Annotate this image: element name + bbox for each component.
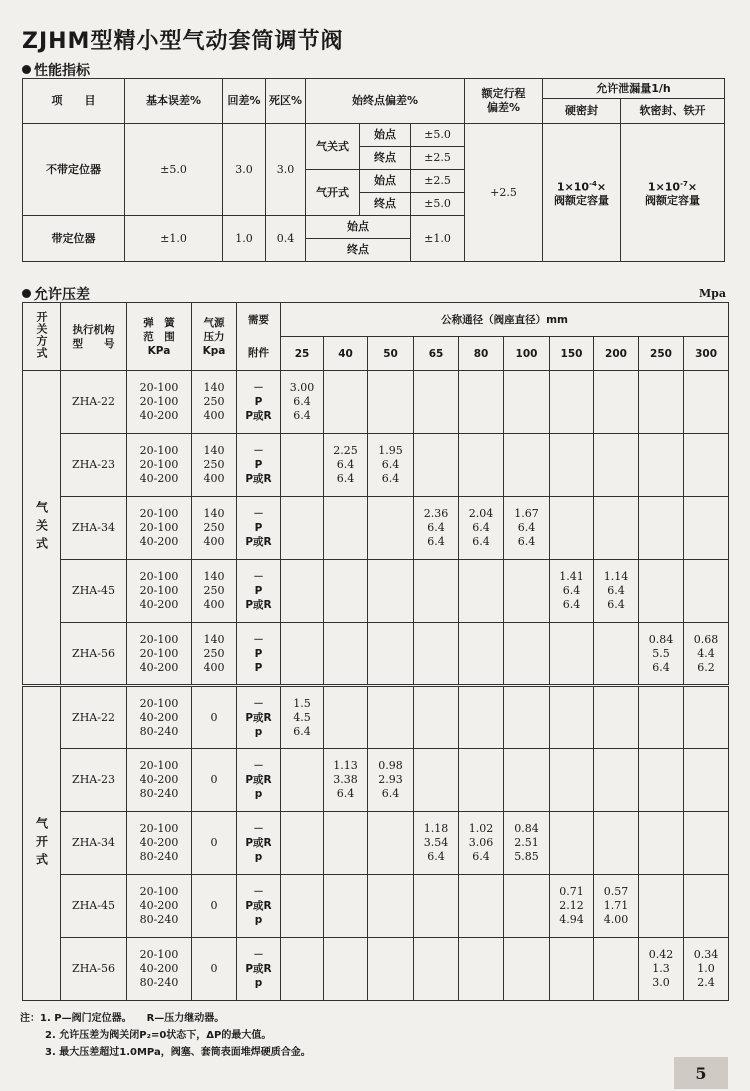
empty-cell: [368, 875, 414, 938]
note-3: 3. 最大压差超过1.0MPa，阀塞、套筒表面堆焊硬质合金。: [45, 1047, 311, 1058]
start-label: 始点: [306, 216, 411, 239]
air-pressure: 140 250 400: [192, 623, 237, 686]
empty-cell: [324, 812, 368, 875]
spring-range: 20-100 20-100 40-200: [127, 371, 192, 434]
air-pressure: 140 250 400: [192, 434, 237, 497]
spring-range: 20-100 40-200 80-240: [127, 812, 192, 875]
empty-cell: [324, 686, 368, 749]
actuator-model: ZHA-34: [61, 812, 127, 875]
air-pressure: 0: [192, 812, 237, 875]
spring-range: 20-100 20-100 40-200: [127, 434, 192, 497]
dn-header-50: 50: [368, 337, 414, 371]
pressure-value-dn-50: 1.95 6.4 6.4: [368, 434, 414, 497]
spring-range: 20-100 40-200 80-240: [127, 749, 192, 812]
pressure-value-dn-250: 0.42 1.3 3.0: [639, 938, 684, 1001]
dn-header-150: 150: [550, 337, 594, 371]
row-positioner-label: 带定位器: [23, 216, 125, 262]
empty-cell: [639, 686, 684, 749]
spring-range: 20-100 20-100 40-200: [127, 623, 192, 686]
dn-header-25: 25: [281, 337, 324, 371]
air-pressure: 140 250 400: [192, 560, 237, 623]
empty-cell: [414, 686, 459, 749]
positioner-basic: ±1.0: [125, 216, 223, 262]
air-close-start-value: ±5.0: [411, 124, 465, 147]
empty-cell: [504, 371, 550, 434]
pressure-value-dn-300: 0.68 4.4 6.2: [684, 623, 729, 686]
actuator-model: ZHA-22: [61, 371, 127, 434]
attachment: － P或R p: [237, 812, 281, 875]
attachment: － P或R p: [237, 749, 281, 812]
empty-cell: [324, 371, 368, 434]
header-basic-error: 基本误差%: [125, 79, 223, 124]
empty-cell: [504, 434, 550, 497]
empty-cell: [550, 686, 594, 749]
rated-travel-value: +2.5: [465, 124, 543, 262]
pressure-value-dn-250: 0.84 5.5 6.4: [639, 623, 684, 686]
air-pressure: 0: [192, 749, 237, 812]
spring-range: 20-100 40-200 80-240: [127, 875, 192, 938]
attachment: － P P或R: [237, 560, 281, 623]
empty-cell: [504, 623, 550, 686]
empty-cell: [684, 434, 729, 497]
empty-cell: [684, 749, 729, 812]
empty-cell: [368, 812, 414, 875]
empty-cell: [459, 875, 504, 938]
empty-cell: [594, 434, 639, 497]
empty-cell: [368, 497, 414, 560]
actuator-model: ZHA-45: [61, 560, 127, 623]
empty-cell: [639, 875, 684, 938]
note-2: 2. 允许压差为阀关闭P₂=0状态下，ΔP的最大值。: [45, 1030, 272, 1041]
spring-range: 20-100 40-200 80-240: [127, 686, 192, 749]
empty-cell: [281, 749, 324, 812]
empty-cell: [594, 686, 639, 749]
header-hysteresis: 回差%: [223, 79, 266, 124]
unit-label: Mpa: [699, 287, 726, 300]
air-open-start-value: ±2.5: [411, 170, 465, 193]
empty-cell: [639, 497, 684, 560]
header-spring-range: 弹 簧 范 围 KPa: [127, 303, 192, 371]
header-model: 执行机构 型 号: [61, 303, 127, 371]
empty-cell: [414, 938, 459, 1001]
attachment: － P P: [237, 623, 281, 686]
empty-cell: [504, 938, 550, 1001]
pressure-value-dn-200: 1.14 6.4 6.4: [594, 560, 639, 623]
empty-cell: [684, 371, 729, 434]
section-heading-pressure: 允许压差: [22, 284, 90, 304]
pressure-value-dn-150: 1.41 6.4 6.4: [550, 560, 594, 623]
empty-cell: [639, 749, 684, 812]
empty-cell: [639, 812, 684, 875]
empty-cell: [414, 749, 459, 812]
pressure-value-dn-80: 1.02 3.06 6.4: [459, 812, 504, 875]
empty-cell: [281, 938, 324, 1001]
positioner-hyst: 1.0: [223, 216, 266, 262]
empty-cell: [414, 875, 459, 938]
empty-cell: [684, 497, 729, 560]
empty-cell: [281, 623, 324, 686]
empty-cell: [459, 623, 504, 686]
pressure-value-dn-40: 2.25 6.4 6.4: [324, 434, 368, 497]
pressure-value-dn-25: 1.5 4.5 6.4: [281, 686, 324, 749]
header-hard-seal: 硬密封: [543, 99, 621, 124]
page-title: ZJHM型精小型气动套筒调节阀: [22, 29, 344, 54]
empty-cell: [684, 812, 729, 875]
header-rated-travel: 额定行程 偏差%: [465, 79, 543, 124]
empty-cell: [281, 497, 324, 560]
pressure-value-dn-100: 0.84 2.51 5.85: [504, 812, 550, 875]
no-positioner-dead: 3.0: [266, 124, 306, 216]
empty-cell: [281, 875, 324, 938]
empty-cell: [368, 560, 414, 623]
header-switch-mode: 开关方式: [23, 303, 61, 371]
empty-cell: [684, 875, 729, 938]
empty-cell: [594, 812, 639, 875]
air-pressure: 0: [192, 938, 237, 1001]
empty-cell: [281, 434, 324, 497]
air-pressure: 140 250 400: [192, 371, 237, 434]
header-leakage: 允许泄漏量1/h: [543, 79, 725, 99]
pressure-value-dn-300: 0.34 1.0 2.4: [684, 938, 729, 1001]
end-label: 终点: [306, 239, 411, 262]
air-open-end-value: ±5.0: [411, 193, 465, 216]
positioner-dead: 0.4: [266, 216, 306, 262]
empty-cell: [459, 686, 504, 749]
pressure-value-dn-50: 0.98 2.93 6.4: [368, 749, 414, 812]
empty-cell: [550, 749, 594, 812]
spring-range: 20-100 40-200 80-240: [127, 938, 192, 1001]
attachment: － P或R p: [237, 938, 281, 1001]
page-number: 5: [674, 1057, 728, 1089]
header-dead-zone: 死区%: [266, 79, 306, 124]
pressure-value-dn-65: 1.18 3.54 6.4: [414, 812, 459, 875]
empty-cell: [459, 371, 504, 434]
air-close-label: 气关式: [306, 124, 360, 170]
actuator-model: ZHA-56: [61, 623, 127, 686]
empty-cell: [504, 749, 550, 812]
note-1: 注：1. P—阀门定位器。 R—压力继动器。: [20, 1013, 225, 1024]
attachment: － P P或R: [237, 434, 281, 497]
empty-cell: [550, 371, 594, 434]
dn-header-250: 250: [639, 337, 684, 371]
empty-cell: [594, 371, 639, 434]
empty-cell: [684, 686, 729, 749]
actuator-model: ZHA-23: [61, 434, 127, 497]
dn-header-40: 40: [324, 337, 368, 371]
empty-cell: [594, 938, 639, 1001]
empty-cell: [504, 560, 550, 623]
spring-range: 20-100 20-100 40-200: [127, 560, 192, 623]
dn-header-100: 100: [504, 337, 550, 371]
header-nominal-diameter: 公称通径（阀座直径）mm: [281, 303, 729, 337]
actuator-model: ZHA-56: [61, 938, 127, 1001]
empty-cell: [368, 686, 414, 749]
pressure-value-dn-80: 2.04 6.4 6.4: [459, 497, 504, 560]
empty-cell: [368, 938, 414, 1001]
empty-cell: [594, 497, 639, 560]
dn-header-200: 200: [594, 337, 639, 371]
air-pressure: 140 250 400: [192, 497, 237, 560]
actuator-model: ZHA-23: [61, 749, 127, 812]
dn-header-80: 80: [459, 337, 504, 371]
empty-cell: [459, 434, 504, 497]
empty-cell: [368, 371, 414, 434]
empty-cell: [594, 623, 639, 686]
empty-cell: [368, 623, 414, 686]
pressure-value-dn-25: 3.00 6.4 6.4: [281, 371, 324, 434]
air-close-end-value: ±2.5: [411, 147, 465, 170]
pressure-value-dn-40: 1.13 3.38 6.4: [324, 749, 368, 812]
empty-cell: [324, 938, 368, 1001]
section-heading-performance: 性能指标: [22, 60, 90, 80]
empty-cell: [550, 812, 594, 875]
switch-mode-0: 气关式: [23, 371, 61, 686]
attachment: － P或R p: [237, 875, 281, 938]
empty-cell: [324, 560, 368, 623]
empty-cell: [414, 434, 459, 497]
no-positioner-hyst: 3.0: [223, 124, 266, 216]
header-endpoint: 始终点偏差%: [306, 79, 465, 124]
spring-range: 20-100 20-100 40-200: [127, 497, 192, 560]
attachment: － P P或R: [237, 497, 281, 560]
no-positioner-basic: ±5.0: [125, 124, 223, 216]
header-attachment: 附件: [237, 337, 281, 371]
empty-cell: [639, 371, 684, 434]
empty-cell: [550, 434, 594, 497]
empty-cell: [504, 875, 550, 938]
empty-cell: [414, 623, 459, 686]
empty-cell: [281, 560, 324, 623]
empty-cell: [324, 875, 368, 938]
pressure-difference-table: [22, 302, 729, 1001]
empty-cell: [639, 560, 684, 623]
empty-cell: [324, 497, 368, 560]
empty-cell: [504, 686, 550, 749]
end-label: 终点: [360, 147, 411, 170]
empty-cell: [550, 497, 594, 560]
pressure-value-dn-150: 0.71 2.12 4.94: [550, 875, 594, 938]
positioner-endpoint-value: ±1.0: [411, 216, 465, 262]
empty-cell: [459, 560, 504, 623]
empty-cell: [550, 938, 594, 1001]
actuator-model: ZHA-22: [61, 686, 127, 749]
actuator-model: ZHA-34: [61, 497, 127, 560]
pressure-value-dn-65: 2.36 6.4 6.4: [414, 497, 459, 560]
footnotes: [20, 1010, 311, 1061]
pressure-value-dn-200: 0.57 1.71 4.00: [594, 875, 639, 938]
air-pressure: 0: [192, 686, 237, 749]
start-label: 始点: [360, 170, 411, 193]
empty-cell: [594, 749, 639, 812]
empty-cell: [459, 938, 504, 1001]
empty-cell: [414, 560, 459, 623]
actuator-model: ZHA-45: [61, 875, 127, 938]
row-no-positioner-label: 不带定位器: [23, 124, 125, 216]
pressure-value-dn-100: 1.67 6.4 6.4: [504, 497, 550, 560]
hard-seal-value: $1\times 10^{-4}\times$ 阀额定容量: [543, 124, 621, 262]
soft-seal-value: $1\times 10^{-7}\times$ 阀额定容量: [621, 124, 725, 262]
start-label: 始点: [360, 124, 411, 147]
switch-mode-1: 气开式: [23, 686, 61, 1001]
header-need: 需要: [237, 303, 281, 337]
attachment: － P或R p: [237, 686, 281, 749]
empty-cell: [639, 434, 684, 497]
empty-cell: [414, 371, 459, 434]
empty-cell: [324, 623, 368, 686]
empty-cell: [550, 623, 594, 686]
bullet-icon: [22, 289, 31, 298]
empty-cell: [684, 560, 729, 623]
header-soft-seal: 软密封、铁开: [621, 99, 725, 124]
header-air-pressure: 气源 压力 Kpa: [192, 303, 237, 371]
empty-cell: [459, 749, 504, 812]
dn-header-65: 65: [414, 337, 459, 371]
empty-cell: [281, 812, 324, 875]
bullet-icon: [22, 65, 31, 74]
air-open-label: 气开式: [306, 170, 360, 216]
dn-header-300: 300: [684, 337, 729, 371]
air-pressure: 0: [192, 875, 237, 938]
header-item: 项 目: [23, 79, 125, 124]
end-label: 终点: [360, 193, 411, 216]
attachment: － P P或R: [237, 371, 281, 434]
performance-table: [22, 78, 725, 262]
